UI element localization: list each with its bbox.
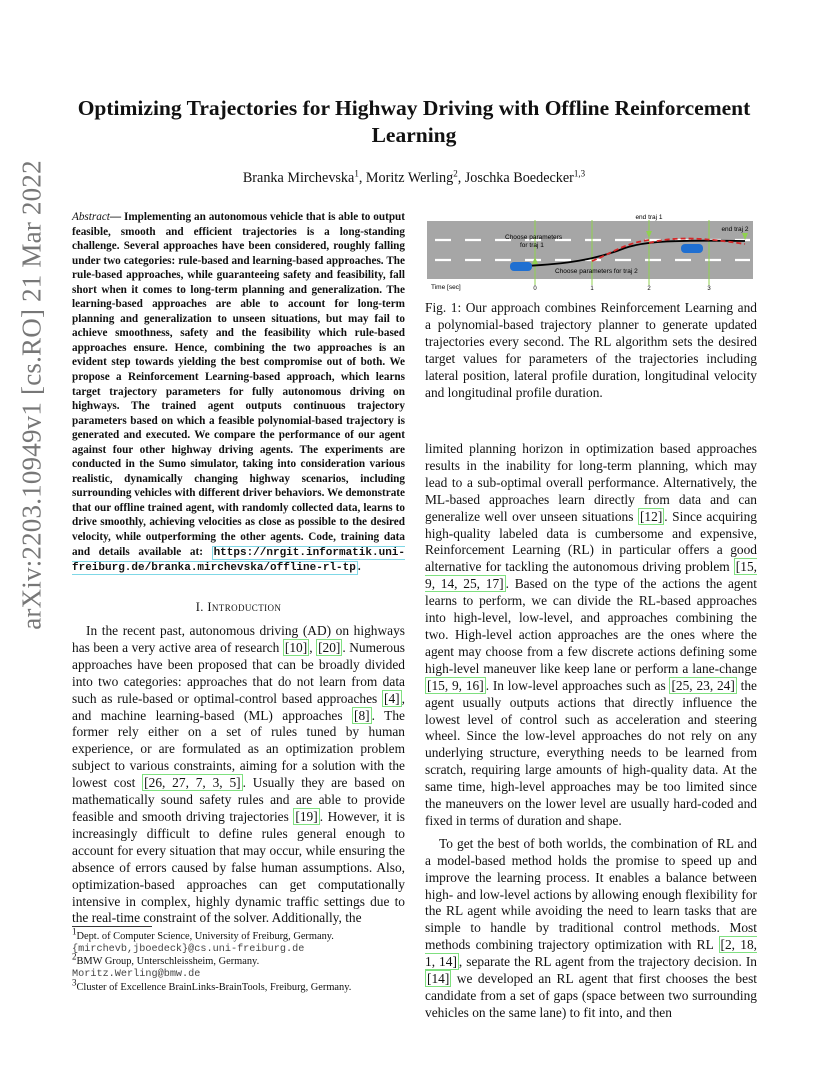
author-name: Moritz Werling (365, 170, 454, 186)
footnote: $^2$BMW Group, Unterschleissheim, Germany. (72, 951, 260, 968)
citation-link[interactable]: [2, 18, 1, 14] (425, 937, 757, 970)
paragraph: To get the best of both worlds, the combination of RL and a model-based method holds the promise to speed up and improve the learning process. It enables a balance between high- and low-level actions by allowing enough flexibility for the RL agent while avoiding the need to learn tasks that are simple to handle by traditional control methods. Most methods combining trajectory optimization with RL [2, 18, 1, 14] , separate the RL agent from the trajectory decision. In [14] we developed an RL agent that first chooses the best candidate from a set of gaps (space between two surrounding vehicles on the same lane) to fit into, and then (425, 835, 757, 1020)
abstract: Abstract— Implementing an autonomous vehicle that is able to output feasible, smooth and efficient trajectories is a long-standing challenge. Several approaches have been considered, roughly falling under two categories: rule-based and learning-based approaches. The rule-based approaches, while guaranteeing safety and feasibility, fall short when it comes to long-term planning and generalization. The learning-based approaches are able to account for long-term planning and generalization to unseen situations, but may fail to achieve smoothness, safety and the feasibility which rule-based approaches ensure. Hence, combining the two approaches is an evident step towards yielding the best compromise out of both. We propose a Reinforcement Learning-based approach, which learns target trajectory parameters for fully autonomous driving on highways. The trained agent outputs continuous trajectory parameters based on which a feasible polynomial-based trajectory is generated and executed. We compare the performance of our agent against four other highway driving agents. The experiments are conducted in the Sumo simulator, taking into consideration various realistic, dynamically changing highway scenarios, including surrounding vehicles with different driver behaviors. We demonstrate that our offline trained agent, with randomly collected data, learns to drive smoothly, achieving velocities as close as possible to the desired velocity, while outperforming the other agents. Code, training data and details available at: https://nrgit.informatik.uni-freiburg.de/branka.mirchevska/offline-rl-tp . (72, 211, 405, 575)
paragraph: In the recent past, autonomous driving (AD) on highways has been a very active area of research [10] , [20] . Numerous approaches have been proposed that can be broadly divided into two categories: approaches that do not learn from data such as rule-based or optimal-control based approaches [4] , and machine learning-based (ML) approaches [8] . The former rely either on a set of rules tuned by human experience, or are formulated as an optimization problem subject to various constraints, aiming for a solution with the lowest cost [26, 27, 7, 3, 5] . Usually they are based on mathematically sound safety rules and are able to provide feasible and smooth driving trajectories [19] . However, it is increasingly difficult to define rules general enough to account for every situation that may occur, while ensuring the absence of errors caused by false human assumptions. Also, optimization-based approaches can get computationally intensive in complex, highly dynamic traffic settings due to the real-time constraint of the solver. Additionally, the (72, 623, 406, 926)
paragraph: limited planning horizon in optimization based approaches results in the inability for long-term planning, which may lead to a sub-optimal overall performance. Alternatively, the ML-based approaches learn directly from data and can generalize well over unseen situations [12] . Since acquiring high-quality labeled data is cumbersome and expensive, Reinforcement Learning (RL) in particular offers a good alternative for tackling the autonomous driving problem [15, 9, 14, 25, 17] . Based on the type of the actions the agent learns to perform, we can divide the RL-based approaches into high-level, low-level, and approaches combining the two. High-level action approaches are the ones where the agent may choose from a few discrete actions defining some high-level maneuver like keep lane or perform a lane-change [15, 9, 16] . In low-level approaches such as [25, 23, 24] the agent usually outputs actions that directly influence the lowest level of control such as acceleration and steering wheel. Since the low-level approaches do not rely on any underlying structure, everything needs to be learned from scratch, requiring large amounts of high-quality data. At the same time, high-level approaches may be too limited since the maneuvers on the lower level are usually hard-coded and fixed in terms of duration and shape. (425, 441, 757, 828)
citation-link[interactable]: [15, 9, 16] (427, 677, 484, 693)
citation-link[interactable]: [4] (384, 690, 400, 706)
label-choose-traj-1: Choose parameters (505, 234, 563, 241)
citation-link[interactable]: [12] (639, 508, 663, 524)
label-choose-traj-2: Choose parameters for traj 2 (555, 268, 638, 275)
tick-label: 3 (707, 286, 711, 292)
intro-left-column (72, 623, 405, 927)
section-heading (72, 600, 405, 615)
abstract-label: Abstract (72, 211, 110, 223)
citation-link[interactable]: [8] (354, 707, 370, 723)
footnote-rule (72, 926, 152, 927)
abstract-text: — Implementing an autonomous vehicle that is able to output feasible, smooth and efficient trajectories is a long-standing challenge. Several approaches have been considered, roughly falling under two categories: rule-based and learning-based approaches. The rule-based approaches, while guaranteeing safety and feasibility, fall short when it comes to long-term planning and generalization. The learning-based approaches are able to account for long-term planning and generalization to unseen situations, but may fail to achieve smoothness, safety and the feasibility which rule-based approaches ensure. Hence, combining the two approaches is an evident step towards yielding the best compromise out of both. We propose a Reinforcement Learning-based approach, which learns target trajectory parameters for fully autonomous driving on highways. The trained agent outputs continuous trajectory parameters based on which a feasible polynomial-based trajectory is generated and executed. We compare the performance of our agent against four other highway driving agents. The experiments are conducted in the Sumo simulator, taking into consideration various realistic, dynamically changing highway scenarios, including surrounding vehicles with different driver behaviors. We demonstrate that our offline trained agent, with randomly collected data, learns to drive smoothly, achieving velocities as close as possible to the desired velocity, while outperforming the other agents. Code, training data and details available at: (72, 211, 405, 558)
section-title: Introduction (207, 600, 282, 614)
footnote-email: Moritz.Werling@bmw.de (72, 969, 201, 981)
arxiv-watermark (12, 110, 52, 680)
ego-car-icon (510, 262, 532, 271)
section-number: I. (195, 600, 204, 614)
paper-title: Optimizing Trajectories for Highway Driving with Offline Reinforcement Learning (77, 96, 751, 147)
citation-link[interactable]: [26, 27, 7, 3, 5] (144, 775, 241, 791)
label-end-traj-1: end traj 1 (635, 214, 663, 221)
author-name: Joschka Boedecker (464, 170, 574, 186)
citation-link[interactable]: [15, 9, 14, 25, 17] (425, 559, 757, 592)
figure-caption: Fig. 1: Our approach combines Reinforcement Learning and a polynomial-based trajectory planner to generate updated trajectories every second. The RL algorithm sets the desired target values for parameters of the trajectories including lateral position, lateral profile duration, longitudinal velocity and longitudinal profile duration. (425, 300, 757, 400)
citation-link[interactable]: [25, 23, 24] (671, 677, 735, 693)
tick-label: 0 (533, 286, 537, 292)
affiliation-mark: 1,3 (573, 168, 586, 179)
footnote-email: {mirchevb,jboedeck}@cs.uni-freiburg.de (72, 943, 305, 955)
affiliation-mark: 1 (354, 168, 359, 179)
affiliation-mark: 2 (453, 168, 458, 179)
citation-link[interactable]: [19] (295, 808, 318, 824)
code-url-link[interactable]: https://nrgit.informatik.uni-freiburg.de/branka.mirchevska/offline-rl-tp (72, 546, 405, 575)
label-choose-traj-1-cont: for traj 1 (520, 242, 544, 249)
author-list: Branka Mirchevska$^1$, Moritz Werling$^2$, Joschka Boedecker$^{1,3}$ (242, 168, 586, 186)
label-end-traj-2: end traj 2 (721, 226, 749, 233)
footnotes (72, 926, 412, 995)
tick-label: 2 (647, 286, 651, 292)
figure-trajectory-diagram (425, 208, 755, 296)
footnote: $^1$Dept. of Computer Science, University of Freiburg, Germany. (72, 926, 334, 942)
citation-link[interactable]: [10] (284, 639, 308, 655)
citation-link[interactable]: [14] (427, 971, 450, 987)
footnote: $^3$Cluster of Excellence BrainLinks-BrainTools, Freiburg, Germany. (72, 977, 352, 993)
author-name: Branka Mirchevska (242, 170, 355, 186)
citation-link[interactable]: [20] (318, 639, 341, 655)
axis-label: Time [sec] (431, 284, 461, 291)
arxiv-identifier: arXiv:2203.10949v1 [cs.RO] 21 Mar 2022 (16, 160, 47, 630)
tick-label: 1 (590, 286, 594, 292)
ego-car-future-icon (681, 244, 703, 253)
intro-right-column (425, 441, 757, 1022)
